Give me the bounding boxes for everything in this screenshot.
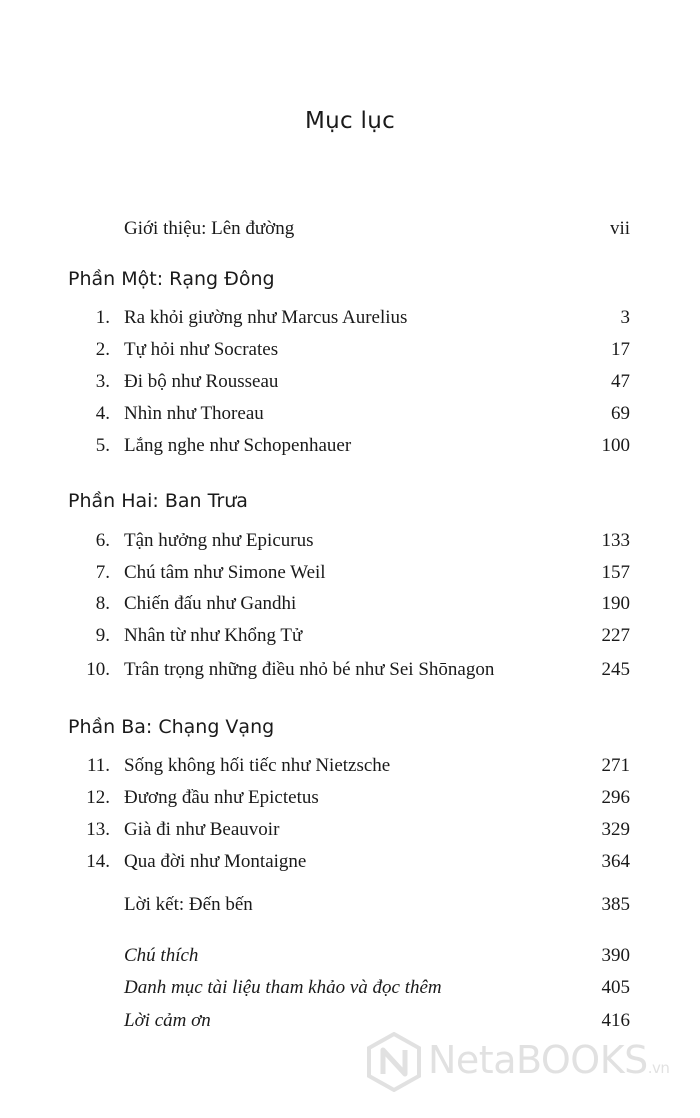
toc-entry-number: 12. xyxy=(86,787,110,808)
toc-page-number: 390 xyxy=(601,945,630,966)
watermark-text: NetaBOOKS.vn xyxy=(428,1038,670,1082)
toc-intro-row xyxy=(0,216,700,242)
toc-entry-label: Lời kết: Đến bến xyxy=(124,894,253,915)
toc-page-number: 405 xyxy=(601,977,630,998)
toc-page-number: 245 xyxy=(601,659,630,680)
toc-page-number: 190 xyxy=(601,593,630,614)
toc-page-number: 100 xyxy=(601,435,630,456)
toc-entry-row xyxy=(0,369,700,395)
toc-entry-number: 14. xyxy=(86,851,110,872)
toc-entry-label: Lắng nghe như Schopenhauer xyxy=(124,435,352,456)
toc-entry-number: 3. xyxy=(95,371,110,392)
toc-entry-label: Ra khỏi giường như Marcus Aurelius xyxy=(124,307,408,328)
section-heading-3: Phần Ba: Chạng Vạng xyxy=(68,716,275,738)
toc-entry-number: 5. xyxy=(95,435,110,456)
toc-entry-label: Nhìn như Thoreau xyxy=(124,403,264,424)
toc-page-number: vii xyxy=(609,218,630,239)
toc-entry-label: Lời cảm ơn xyxy=(124,1010,211,1031)
toc-entry-label: Chú thích xyxy=(124,945,199,966)
toc-entry-number: 6. xyxy=(95,530,110,551)
toc-entry-row xyxy=(0,657,700,683)
toc-page-number: 157 xyxy=(601,562,630,583)
toc-entry-number: 8. xyxy=(95,593,110,614)
watermark-suffix: .vn xyxy=(647,1059,670,1077)
toc-entry-number: 7. xyxy=(95,562,110,583)
toc-page-number: 3 xyxy=(620,307,630,328)
toc-entry-label: Danh mục tài liệu tham khảo và đọc thêm xyxy=(124,977,442,998)
n-logo-icon xyxy=(366,1032,422,1092)
toc-page-number: 17 xyxy=(611,339,630,360)
toc-entry-label: Giới thiệu: Lên đường xyxy=(124,218,295,239)
toc-entry-number: 9. xyxy=(95,625,110,646)
toc-entry-label: Đi bộ như Rousseau xyxy=(124,371,279,392)
toc-page-number: 364 xyxy=(601,851,630,872)
toc-entry-label: Chú tâm như Simone Weil xyxy=(124,562,326,583)
toc-entry-row xyxy=(0,591,700,617)
toc-page-number: 385 xyxy=(601,894,630,915)
toc-entry-number: 4. xyxy=(95,403,110,424)
toc-entry-row xyxy=(0,560,700,586)
toc-entry-label: Chiến đấu như Gandhi xyxy=(124,593,297,614)
toc-page-number: 416 xyxy=(601,1010,630,1031)
toc-backmatter-row xyxy=(0,975,700,1001)
section-heading-2: Phần Hai: Ban Trưa xyxy=(68,490,248,512)
toc-page-number: 69 xyxy=(611,403,630,424)
toc-entry-row xyxy=(0,785,700,811)
toc-page-number: 329 xyxy=(601,819,630,840)
toc-backmatter-row xyxy=(0,943,700,969)
toc-entry-number: 2. xyxy=(95,339,110,360)
toc-entry-row xyxy=(0,337,700,363)
toc-entry-row xyxy=(0,528,700,554)
page-title: Mục lục xyxy=(304,108,396,134)
toc-entry-number: 10. xyxy=(86,659,110,680)
toc-entry-label: Trân trọng những điều nhỏ bé như Sei Shōnagon xyxy=(124,659,495,680)
toc-page-number: 227 xyxy=(601,625,630,646)
toc-entry-label: Đương đầu như Epictetus xyxy=(124,787,319,808)
toc-entry-row xyxy=(0,817,700,843)
toc-entry-row xyxy=(0,753,700,779)
toc-entry-label: Già đi như Beauvoir xyxy=(124,819,280,840)
toc-entry-row xyxy=(0,849,700,875)
toc-entry-label: Nhân từ như Khổng Tử xyxy=(124,625,303,646)
toc-entry-row xyxy=(0,433,700,459)
toc-entry-label: Qua đời như Montaigne xyxy=(124,851,307,872)
toc-entry-number: 11. xyxy=(86,755,110,776)
toc-page-number: 271 xyxy=(601,755,630,776)
toc-entry-label: Tự hỏi như Socrates xyxy=(124,339,279,360)
toc-entry-label: Tận hưởng như Epicurus xyxy=(124,530,314,551)
toc-page-number: 133 xyxy=(601,530,630,551)
toc-entry-row xyxy=(0,401,700,427)
toc-entry-number: 1. xyxy=(95,307,110,328)
toc-entry-row xyxy=(0,623,700,649)
toc-page-number: 296 xyxy=(601,787,630,808)
toc-page-number: 47 xyxy=(611,371,630,392)
toc-entry-row xyxy=(0,305,700,331)
toc-entry-label: Sống không hối tiếc như Nietzsche xyxy=(124,755,391,776)
toc-conclusion-row xyxy=(0,892,700,918)
toc-entry-number: 13. xyxy=(86,819,110,840)
watermark xyxy=(366,1030,696,1096)
section-heading-1: Phần Một: Rạng Đông xyxy=(68,268,275,290)
